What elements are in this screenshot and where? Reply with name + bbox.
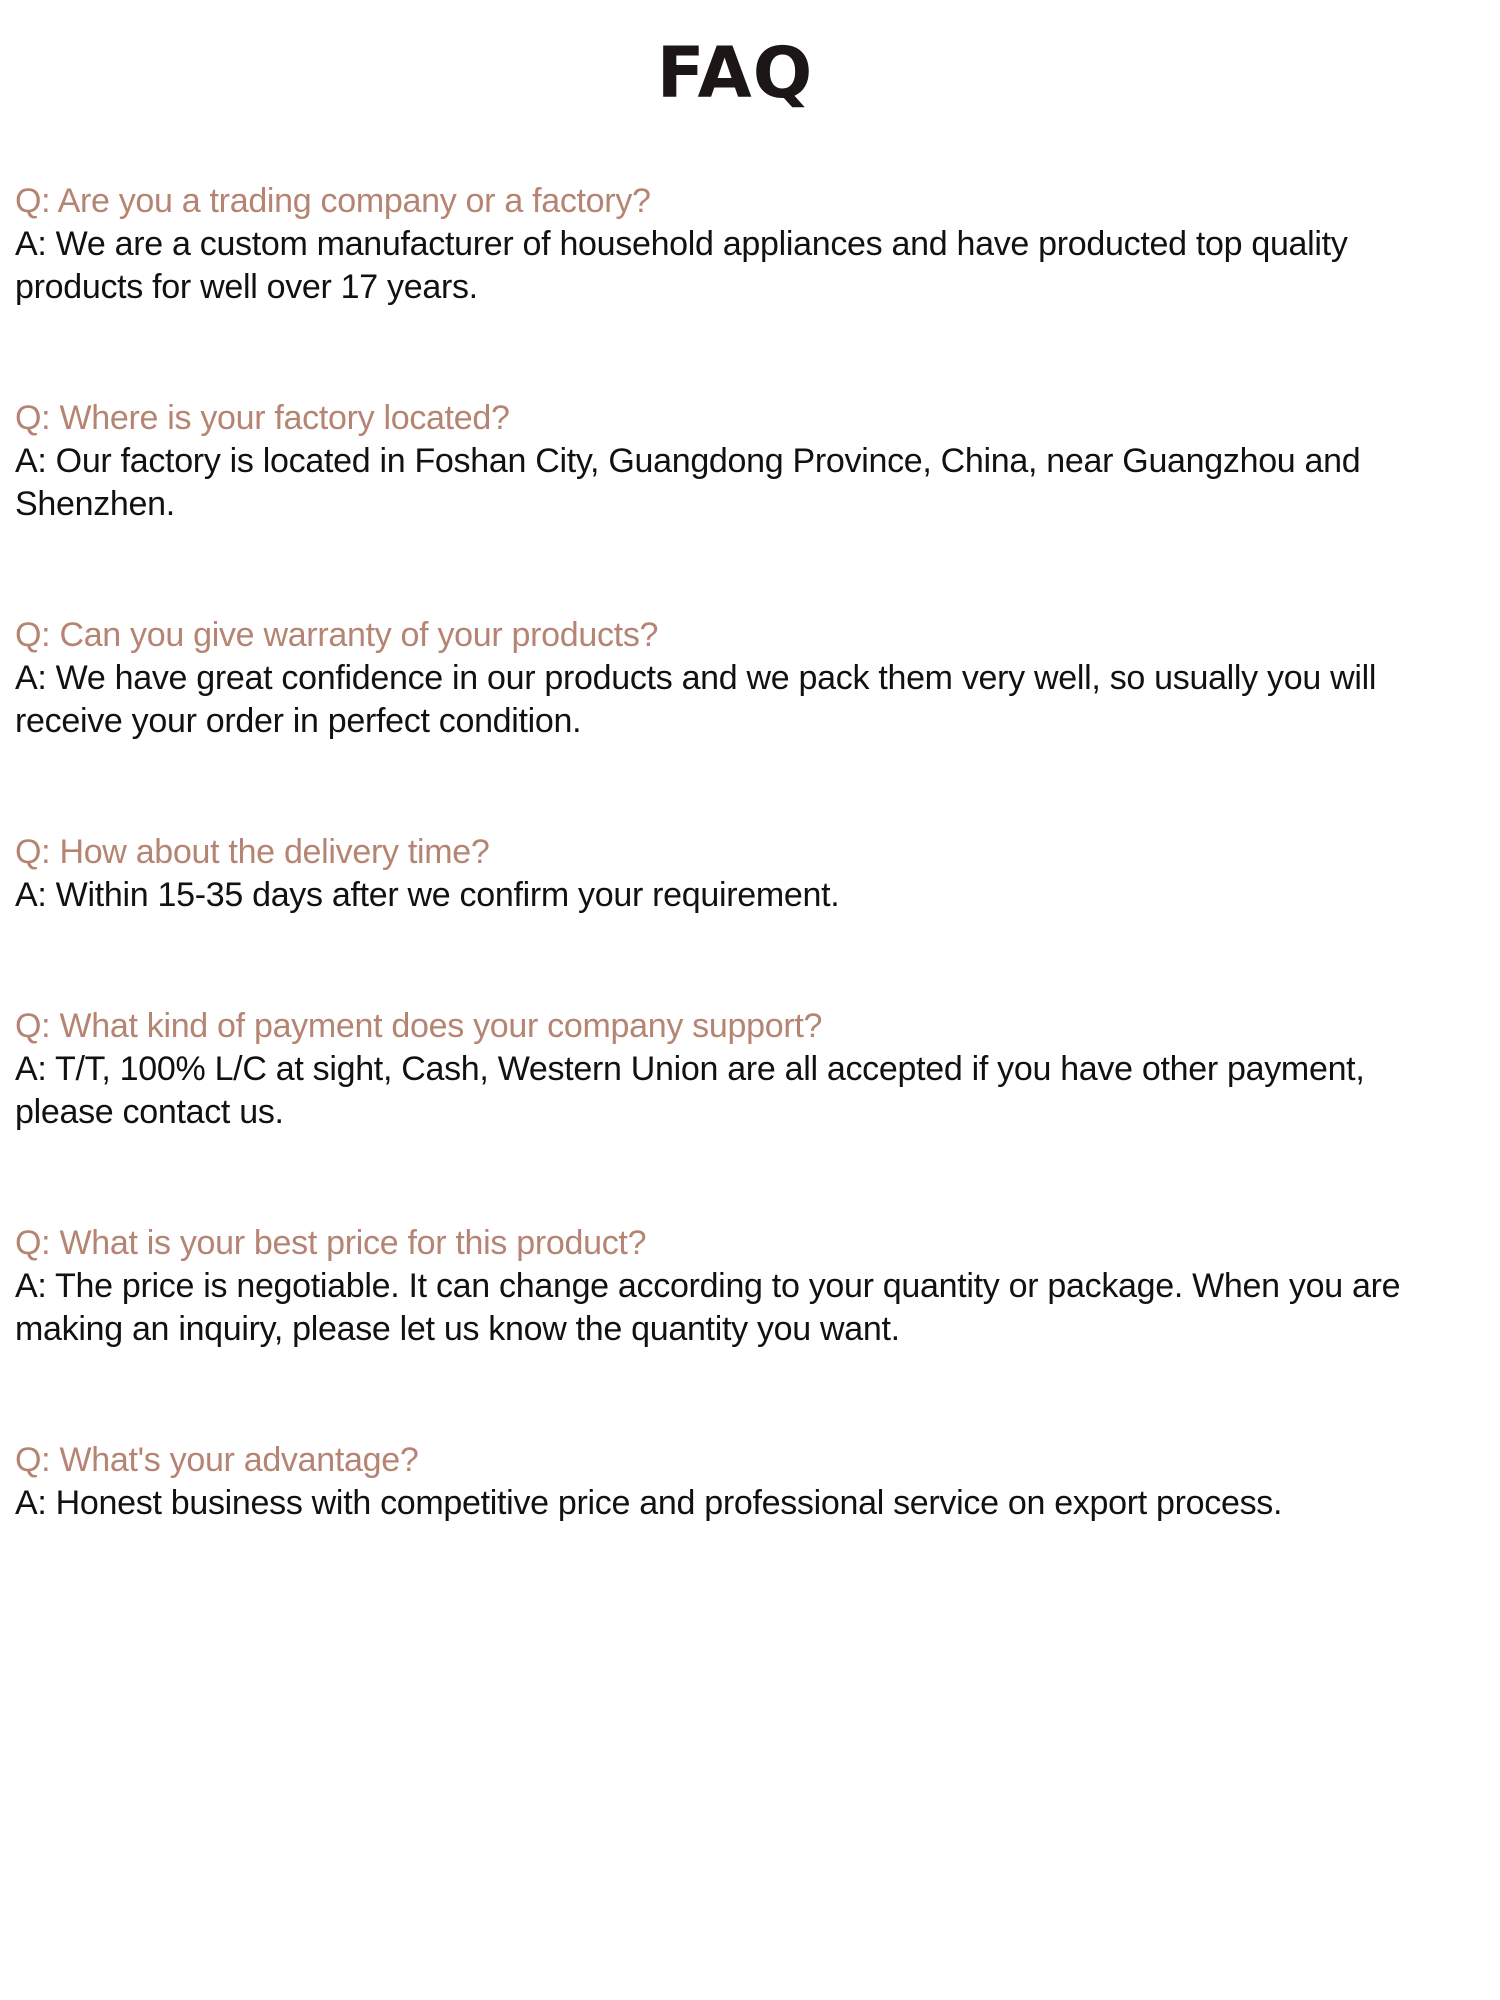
faq-answer: A: Our factory is located in Foshan City, Guangdong Province, China, near Guangzhou and Shenzhen. [15,442,1361,523]
faq-answer: A: We are a custom manufacturer of household appliances and have producted top quality products for well over 17 years. [15,225,1348,306]
faq-question: Q: Are you a trading company or a factory? [15,182,651,220]
faq-question: Q: Can you give warranty of your products? [15,616,659,654]
faq-answer: A: We have great confidence in our products and we pack them very well, so usually you will receive your order in perfect condition. [15,659,1377,740]
faq-answer: A: Honest business with competitive price and professional service on export process. [15,1484,1283,1522]
faq-item-factory-location [15,397,1455,526]
faq-item-warranty [15,614,1455,743]
faq-item-payment [15,1005,1455,1134]
faq-item-trading-or-factory [15,180,1455,309]
faq-answer: A: T/T, 100% L/C at sight, Cash, Western Union are all accepted if you have other payment, please contact us. [15,1050,1365,1131]
faq-answer: A: Within 15-35 days after we confirm your requirement. [15,876,840,914]
page-title: FAQ [656,32,814,114]
faq-question: Q: How about the delivery time? [15,833,490,871]
faq-list [15,180,1455,1613]
faq-item-best-price [15,1222,1455,1351]
faq-question: Q: What kind of payment does your company support? [15,1007,823,1045]
faq-item-advantage [15,1439,1455,1525]
faq-question: Q: What is your best price for this product? [15,1224,647,1262]
faq-question: Q: Where is your factory located? [15,399,510,437]
faq-answer: A: The price is negotiable. It can change according to your quantity or package. When you are making an inquiry, please let us know the quantity you want. [15,1267,1401,1348]
faq-item-delivery-time [15,831,1455,917]
faq-question: Q: What's your advantage? [15,1441,419,1479]
